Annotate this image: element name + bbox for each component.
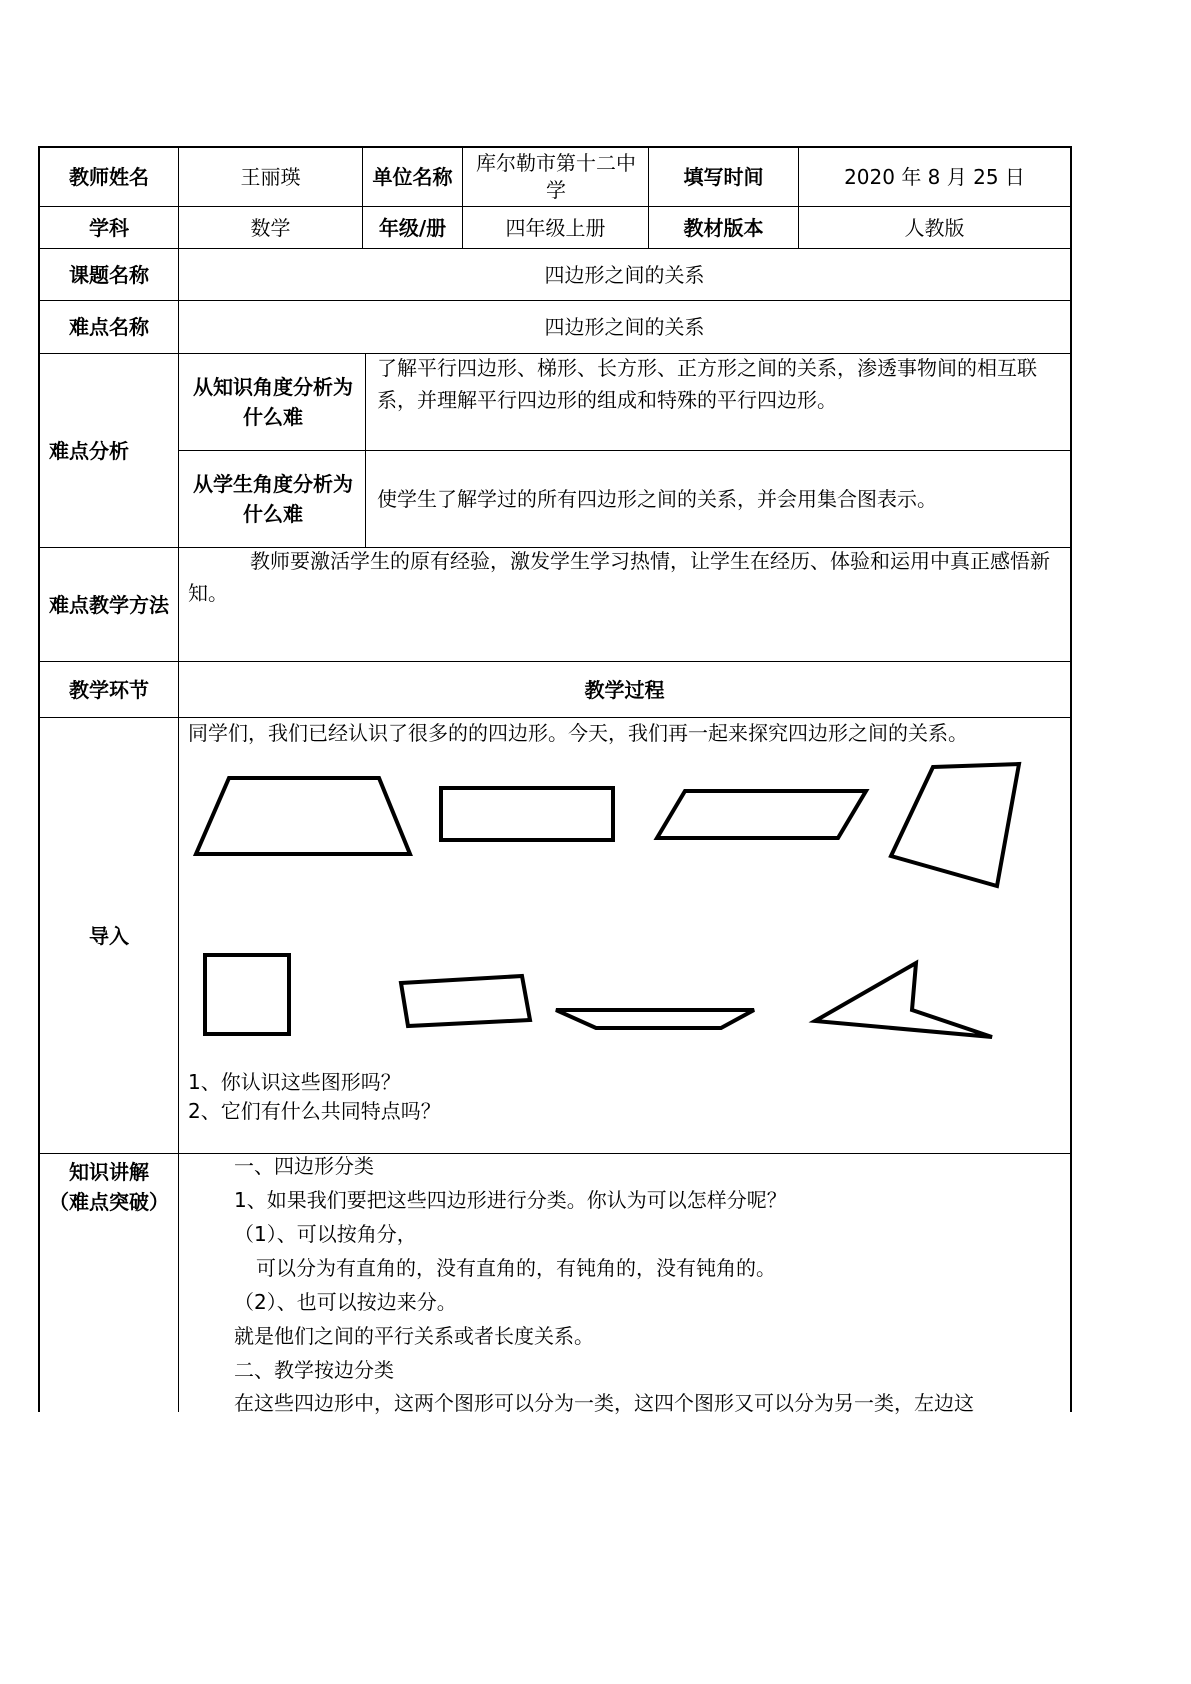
concave-quadrilateral-shape	[815, 963, 992, 1037]
fill-time-label: 填写时间	[683, 164, 764, 189]
knowledge-line: （1）、可以按角分，	[234, 1222, 417, 1246]
grade-value: 四年级上册	[505, 215, 606, 240]
subject-label: 学科	[89, 215, 129, 240]
slanted-rectangle-shape	[401, 976, 530, 1026]
square-shape	[205, 955, 289, 1034]
teacher-name-value: 王丽瑛	[240, 164, 301, 189]
knowledge-line: 二、教学按边分类	[234, 1358, 394, 1382]
unit-name-label: 单位名称	[372, 164, 453, 189]
edition-value: 人教版	[904, 215, 965, 240]
method-text: 教师要激活学生的原有经验，激发学生学习热情，让学生在经历、体验和运用中真正感悟新知。	[188, 549, 1050, 605]
topic-value: 四边形之间的关系	[544, 262, 705, 287]
difficulty-label: 难点名称	[69, 315, 149, 339]
intro-question-2: 2、它们有什么共同特点吗？	[188, 1099, 441, 1123]
difficulty-value: 四边形之间的关系	[544, 315, 705, 339]
trapezoid-shape	[196, 778, 410, 854]
process-section-title: 教学过程	[584, 677, 665, 702]
student-angle-text: 使学生了解学过的所有四边形之间的关系，并会用集合图表示。	[377, 487, 937, 511]
analysis-label: 难点分析	[49, 438, 129, 463]
knowledge-line: 可以分为有直角的，没有直角的，有钝角的，没有钝角的。	[256, 1256, 776, 1280]
fill-time-value: 2020 年 8 月 25 日	[844, 164, 1025, 189]
unit-name-value: 库尔勒市第十二中学	[476, 150, 636, 202]
knowledge-line: 就是他们之间的平行关系或者长度关系。	[234, 1324, 594, 1348]
knowledge-label-line1: 知识讲解	[69, 1160, 149, 1184]
subject-value: 数学	[250, 215, 291, 240]
knowledge-line: 1、如果我们要把这些四边形进行分类。你认为可以怎样分呢？	[234, 1188, 787, 1212]
student-angle-label: 从学生角度分析为什么难	[193, 472, 353, 526]
knowledge-angle-label: 从知识角度分析为什么难	[193, 375, 353, 429]
rectangle-shape	[441, 788, 613, 840]
intro-label: 导入	[89, 923, 129, 948]
knowledge-angle-text: 了解平行四边形、梯形、长方形、正方形之间的关系，渗透事物间的相互联系，并理解平行四边形的组成和特殊的平行四边形。	[377, 356, 1037, 412]
grade-label: 年级/册	[378, 215, 447, 240]
parallelogram-shape	[657, 791, 866, 838]
knowledge-line: 一、四边形分类	[234, 1154, 374, 1178]
teacher-name-label: 教师姓名	[69, 164, 149, 189]
irregular-quadrilateral-shape	[891, 764, 1019, 886]
process-section-label: 教学环节	[69, 677, 149, 702]
flat-trapezoid-shape	[556, 1010, 754, 1028]
knowledge-line: 在这些四边形中，这两个图形可以分为一类，这四个图形又可以分为另一类，左边这	[234, 1391, 974, 1415]
method-label: 难点教学方法	[49, 592, 169, 617]
edition-label: 教材版本	[683, 215, 764, 240]
knowledge-label-line2: （难点突破）	[49, 1190, 169, 1214]
knowledge-line: （2）、也可以按边来分。	[234, 1290, 457, 1314]
intro-question-1: 1、你认识这些图形吗？	[188, 1070, 401, 1094]
topic-label: 课题名称	[69, 262, 149, 287]
intro-text: 同学们，我们已经认识了很多的的四边形。今天，我们再一起来探究四边形之间的关系。	[188, 721, 968, 745]
